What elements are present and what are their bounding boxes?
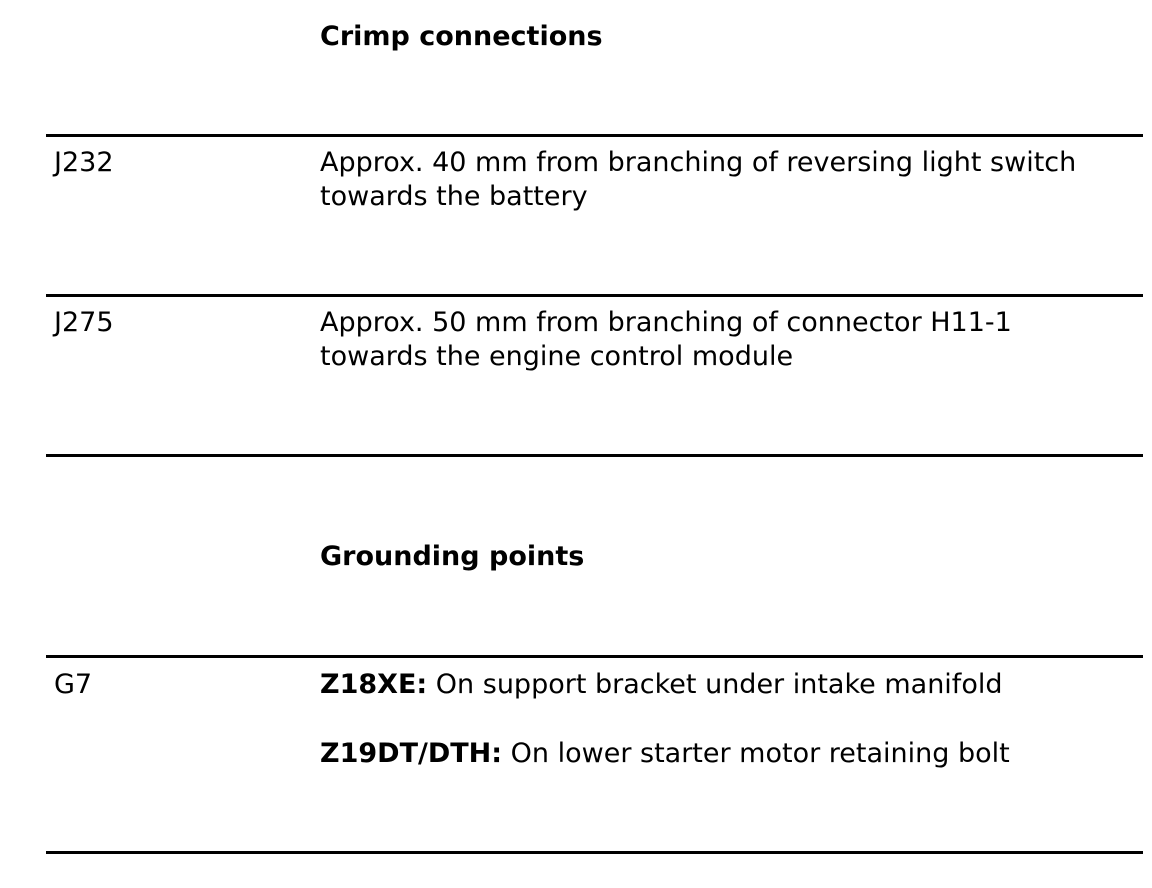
description-line: Approx. 40 mm from branching of reversing light switch (320, 147, 1077, 178)
component-code: G7 (54, 669, 93, 700)
crimp-connections-heading: Crimp connections (320, 21, 603, 52)
table-divider (46, 134, 1143, 137)
location-description (320, 306, 1130, 374)
table-divider (46, 294, 1143, 297)
description-line: towards the engine control module (320, 341, 794, 372)
location-description (320, 146, 1130, 214)
component-code: J275 (54, 307, 114, 338)
location-description (320, 668, 1130, 702)
entry-text: On lower starter motor retaining bolt (502, 738, 1010, 769)
engine-code-label: Z19DT/DTH: (320, 738, 503, 769)
engine-variant-entry (320, 737, 1130, 771)
description-line: Approx. 50 mm from branching of connector H11-1 (320, 307, 1012, 338)
grounding-points-heading: Grounding points (320, 541, 585, 572)
location-description (320, 737, 1130, 771)
engine-code-label: Z18XE: (320, 669, 428, 700)
component-code: J232 (54, 147, 114, 178)
table-divider (46, 851, 1143, 854)
table-divider (46, 655, 1143, 658)
entry-text: On support bracket under intake manifold (427, 669, 1003, 700)
engine-variant-entry (320, 668, 1130, 702)
description-line: towards the battery (320, 181, 588, 212)
table-divider (46, 454, 1143, 457)
